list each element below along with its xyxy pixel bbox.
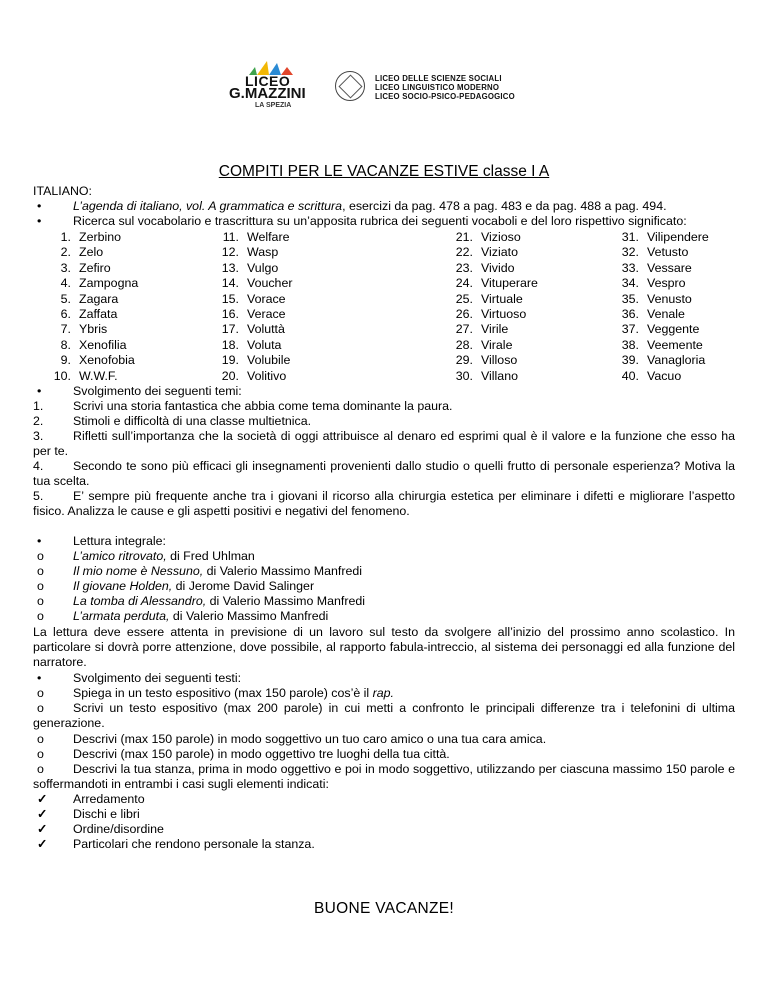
check-text: Particolari che rendono personale la stanza. (73, 837, 315, 851)
entry-word: Zefiro (79, 260, 111, 275)
entry-number: 8. (60, 337, 71, 352)
document-title: COMPITI PER LE VACANZE ESTIVE classe I A (218, 163, 550, 180)
entry-number: 31. (621, 230, 639, 244)
entry-number: 21. (455, 230, 473, 244)
vocabulary-entry (445, 276, 538, 291)
entry-number: 4. (60, 276, 71, 291)
vocabulary-entry (611, 261, 709, 276)
vocabulary-entry (43, 276, 138, 291)
entry-word: Veemente (647, 337, 703, 352)
vocabulary-entry (211, 261, 292, 276)
writing-text-italic: rap. (372, 686, 394, 700)
vocabulary-entry (611, 276, 709, 291)
circle-bullet-icon: o (37, 747, 44, 761)
writing-text: Descrivi (max 150 parole) in modo oggettivo tre luoghi della tua città. (73, 747, 450, 761)
vocabulary-entry (211, 245, 292, 260)
entry-word: Vacuo (647, 368, 682, 383)
writing-item (33, 762, 735, 792)
entry-word: Vetusto (647, 245, 689, 260)
entry-word: Ybris (79, 322, 108, 337)
vocabulary-entry (611, 369, 709, 384)
entry-number: 37. (621, 322, 639, 337)
vocabulary-entry (211, 230, 292, 245)
circle-bullet-icon: o (37, 686, 44, 700)
essay-topic (33, 459, 735, 489)
vocabulary-entry (445, 322, 538, 337)
writing-text: Scrivi un testo espositivo (max 200 parole) in cui metti a confronto le principali differenze tra i telefonini di ultima generazione. (33, 701, 735, 730)
vocabulary-entry (43, 261, 138, 276)
logo-word: LICEO (245, 73, 291, 89)
entry-word: Vorace (247, 291, 286, 306)
topic-number: 4. (33, 459, 44, 473)
entry-word: Vizioso (481, 230, 521, 244)
entry-word: Veggente (647, 322, 700, 337)
entry-word: Villoso (481, 353, 518, 368)
republic-seal-icon (335, 71, 365, 101)
topic-text: E’ sempre più frequente anche tra i giovani il ricorso alla chirurgia estetica per eliminare i difetti e migliorare l’aspetto fisico. Analizza le cause e gli aspetti positivi e negativi del fenomeno. (33, 489, 735, 518)
entry-number: 32. (621, 245, 639, 260)
entry-number: 12. (221, 245, 239, 260)
logo-line: LICEO SOCIO-PSICO-PEDAGOGICO (375, 92, 515, 101)
entry-word: Villano (481, 368, 518, 383)
vocabulary-entry (211, 353, 292, 368)
entry-number: 29. (455, 353, 473, 368)
checkmark-icon: ✓ (37, 837, 48, 851)
book-author: di Valerio Massimo Manfredi (203, 564, 363, 578)
vocabulary-entry (43, 369, 138, 384)
book-author: di Fred Uhlman (166, 549, 255, 563)
checkmark-icon: ✓ (37, 807, 48, 821)
topic-text: Stimoli e difficoltà di una classe multietnica. (73, 414, 312, 428)
vocabulary-entry (445, 369, 538, 384)
essay-topic (33, 489, 735, 519)
task-text: Svolgimento dei seguenti testi: (73, 671, 242, 685)
logo-city: LA SPEZIA (255, 102, 292, 109)
entry-word: W.W.F. (79, 368, 118, 383)
entry-number: 38. (621, 337, 639, 352)
logo-line: LICEO DELLE SCIENZE SOCIALI (375, 74, 502, 83)
check-text: Arredamento (73, 792, 145, 806)
entry-word: Vanagloria (647, 353, 706, 368)
circle-bullet-icon: o (37, 609, 44, 623)
book-author: di Valerio Massimo Manfredi (206, 594, 366, 608)
entry-word: Vessare (647, 260, 692, 275)
task-text: , esercizi da pag. 478 a pag. 483 e da pag. 488 a pag. 494. (342, 199, 667, 213)
vocabulary-entry (211, 292, 292, 307)
entry-number: 15. (221, 291, 239, 306)
vocabulary-entry (43, 353, 138, 368)
entry-number: 16. (221, 306, 239, 321)
vocabulary-entry (211, 322, 292, 337)
topic-text: Secondo te sono più efficaci gli insegnamenti provenienti dallo studio o quelli frutto di personale esperienza? Motiva la tua scelta. (33, 459, 735, 488)
checkmark-icon: ✓ (37, 822, 48, 836)
entry-word: Wasp (247, 245, 279, 260)
entry-number: 6. (60, 306, 71, 321)
topic-number: 5. (33, 489, 44, 503)
vocabulary-entry (445, 338, 538, 353)
vocabulary-entry (611, 292, 709, 307)
writing-text: Descrivi la tua stanza, prima in modo oggettivo e poi in modo soggettivo, utilizzando per ciascuna massimo 150 parole e soffermandoti in entrambi i casi sugli elementi indicati: (33, 762, 735, 791)
entry-number: 23. (455, 260, 473, 275)
entry-word: Vulgo (247, 260, 279, 275)
entry-word: Volitivo (247, 368, 287, 383)
logo-name: G.MAZZINI (229, 85, 306, 102)
entry-number: 27. (455, 322, 473, 337)
topic-text: Rifletti sull’importanza che la società di oggi attribuisce al denaro ed esprimi qual è il valore e la funzione che esso ha per te. (33, 429, 735, 458)
entry-word: Zerbino (79, 230, 122, 244)
book-title: L’agenda di italiano, vol. A grammatica e scrittura (73, 199, 343, 213)
vocabulary-entry (43, 322, 138, 337)
logo-line: LICEO LINGUISTICO MODERNO (375, 83, 500, 92)
entry-word: Welfare (247, 230, 290, 244)
vocabulary-entry (43, 292, 138, 307)
entry-number: 35. (621, 291, 639, 306)
bullet-icon: • (37, 199, 42, 213)
entry-number: 30. (455, 368, 473, 383)
circle-bullet-icon: o (37, 579, 44, 593)
entry-number: 9. (60, 353, 71, 368)
entry-number: 26. (455, 306, 473, 321)
entry-number: 24. (455, 276, 473, 291)
book-title: L’amico ritrovato, (73, 549, 167, 563)
writing-item (33, 701, 735, 731)
vocabulary-entry (445, 230, 538, 245)
bullet-icon: • (37, 671, 42, 685)
circle-bullet-icon: o (37, 594, 44, 608)
entry-number: 3. (60, 260, 71, 275)
entry-number: 34. (621, 276, 639, 291)
writing-text: Spiega in un testo espositivo (max 150 parole) cos’è il (73, 686, 373, 700)
entry-word: Vituperare (481, 276, 538, 291)
entry-number: 11. (222, 230, 239, 244)
entry-word: Virtuale (481, 291, 523, 306)
circle-bullet-icon: o (37, 549, 44, 563)
vocabulary-entry (445, 245, 538, 260)
vocabulary-entry (211, 307, 292, 322)
entry-word: Xenofobia (79, 353, 135, 368)
vocabulary-entry (611, 338, 709, 353)
vocabulary-entry (445, 353, 538, 368)
vocabulary-entry (445, 261, 538, 276)
vocabulary-entry (211, 338, 292, 353)
entry-number: 10. (53, 368, 71, 383)
entry-number: 19. (221, 353, 239, 368)
entry-number: 7. (60, 322, 71, 337)
entry-number: 28. (455, 337, 473, 352)
entry-word: Vespro (647, 276, 686, 291)
vocabulary-column (611, 230, 709, 384)
entry-word: Viziato (481, 245, 518, 260)
vocabulary-entry (445, 307, 538, 322)
entry-number: 17. (221, 322, 239, 337)
vocabulary-entry (611, 230, 709, 245)
logo-school-list (375, 74, 515, 101)
entry-number: 1. (60, 230, 71, 244)
entry-word: Virile (481, 322, 509, 337)
circle-bullet-icon: o (37, 762, 44, 776)
essay-topic (33, 414, 735, 429)
entry-word: Zelo (79, 245, 104, 260)
book-author: di Valerio Massimo Manfredi (169, 609, 329, 623)
vocabulary-entry (211, 276, 292, 291)
topic-number: 3. (33, 429, 44, 443)
circle-bullet-icon: o (37, 701, 44, 715)
vocabulary-column (43, 230, 138, 384)
entry-word: Venale (647, 306, 685, 321)
vocabulary-column (445, 230, 538, 384)
entry-number: 18. (221, 337, 239, 352)
reading-note: La lettura deve essere attenta in previsione di un lavoro sul testo da svolgere all’inizio del prossimo anno scolastico. In particolare si dovrà porre attenzione, dove possibile, al rapporto fabula-intreccio, al sistema dei personaggi ed alla funzione del narratore. (33, 625, 735, 669)
topic-text: Scrivi una storia fantastica che abbia come tema dominante la paura. (73, 399, 453, 413)
vocabulary-column (211, 230, 292, 384)
entry-word: Venusto (647, 291, 692, 306)
check-text: Ordine/disordine (73, 822, 164, 836)
book-author: di Jerome David Salinger (172, 579, 315, 593)
entry-word: Voluta (247, 337, 282, 352)
vocabulary-entry (445, 292, 538, 307)
entry-number: 13. (221, 260, 239, 275)
entry-word: Verace (247, 306, 286, 321)
task-text: Lettura integrale: (73, 534, 166, 548)
bullet-icon: • (37, 214, 42, 228)
entry-word: Voluttà (247, 322, 285, 337)
closing-greeting: BUONE VACANZE! (314, 900, 454, 917)
vocabulary-entry (43, 230, 138, 245)
checkmark-icon: ✓ (37, 792, 48, 806)
book-title: La tomba di Alessandro, (73, 594, 207, 608)
entry-word: Voucher (247, 276, 293, 291)
entry-number: 20. (221, 368, 239, 383)
entry-number: 25. (455, 291, 473, 306)
book-title: Il mio nome è Nessuno, (73, 564, 204, 578)
entry-word: Volubile (247, 353, 291, 368)
vocabulary-entry (611, 353, 709, 368)
entry-word: Vilipendere (647, 230, 709, 244)
entry-number: 40. (621, 368, 639, 383)
entry-number: 36. (621, 306, 639, 321)
entry-word: Virale (481, 337, 513, 352)
topic-number: 1. (33, 399, 44, 413)
vocabulary-entry (611, 322, 709, 337)
essay-topic (33, 399, 735, 414)
vocabulary-entry (611, 307, 709, 322)
bullet-icon: • (37, 534, 42, 548)
entry-word: Zaffata (79, 306, 118, 321)
vocabulary-entry (211, 369, 292, 384)
entry-word: Xenofilia (79, 337, 127, 352)
school-logo (225, 61, 525, 117)
circle-bullet-icon: o (37, 564, 44, 578)
entry-number: 33. (621, 260, 639, 275)
entry-word: Virtuoso (481, 306, 527, 321)
task-text: Ricerca sul vocabolario e trascrittura su un’apposita rubrica dei seguenti vocaboli e del loro rispettivo significato: (73, 214, 687, 228)
entry-number: 39. (621, 353, 639, 368)
entry-number: 2. (60, 245, 71, 260)
task-text: Svolgimento dei seguenti temi: (73, 384, 242, 398)
topic-number: 2. (33, 414, 44, 428)
vocabulary-entry (611, 245, 709, 260)
entry-word: Zampogna (79, 276, 139, 291)
entry-word: Zagara (79, 291, 119, 306)
book-title: Il giovane Holden, (73, 579, 173, 593)
entry-number: 5. (60, 291, 71, 306)
essay-topic (33, 429, 735, 459)
entry-number: 14. (221, 276, 239, 291)
entry-number: 22. (455, 245, 473, 260)
vocabulary-entry (43, 307, 138, 322)
entry-word: Vivido (481, 260, 515, 275)
vocabulary-entry (43, 338, 138, 353)
writing-text: Descrivi (max 150 parole) in modo soggettivo un tuo caro amico o una tua cara amica. (73, 732, 547, 746)
subject-label: ITALIANO: (33, 184, 92, 198)
bullet-icon: • (37, 384, 42, 398)
circle-bullet-icon: o (37, 732, 44, 746)
vocabulary-entry (43, 245, 138, 260)
book-title: L’armata perduta, (73, 609, 170, 623)
check-text: Dischi e libri (73, 807, 140, 821)
